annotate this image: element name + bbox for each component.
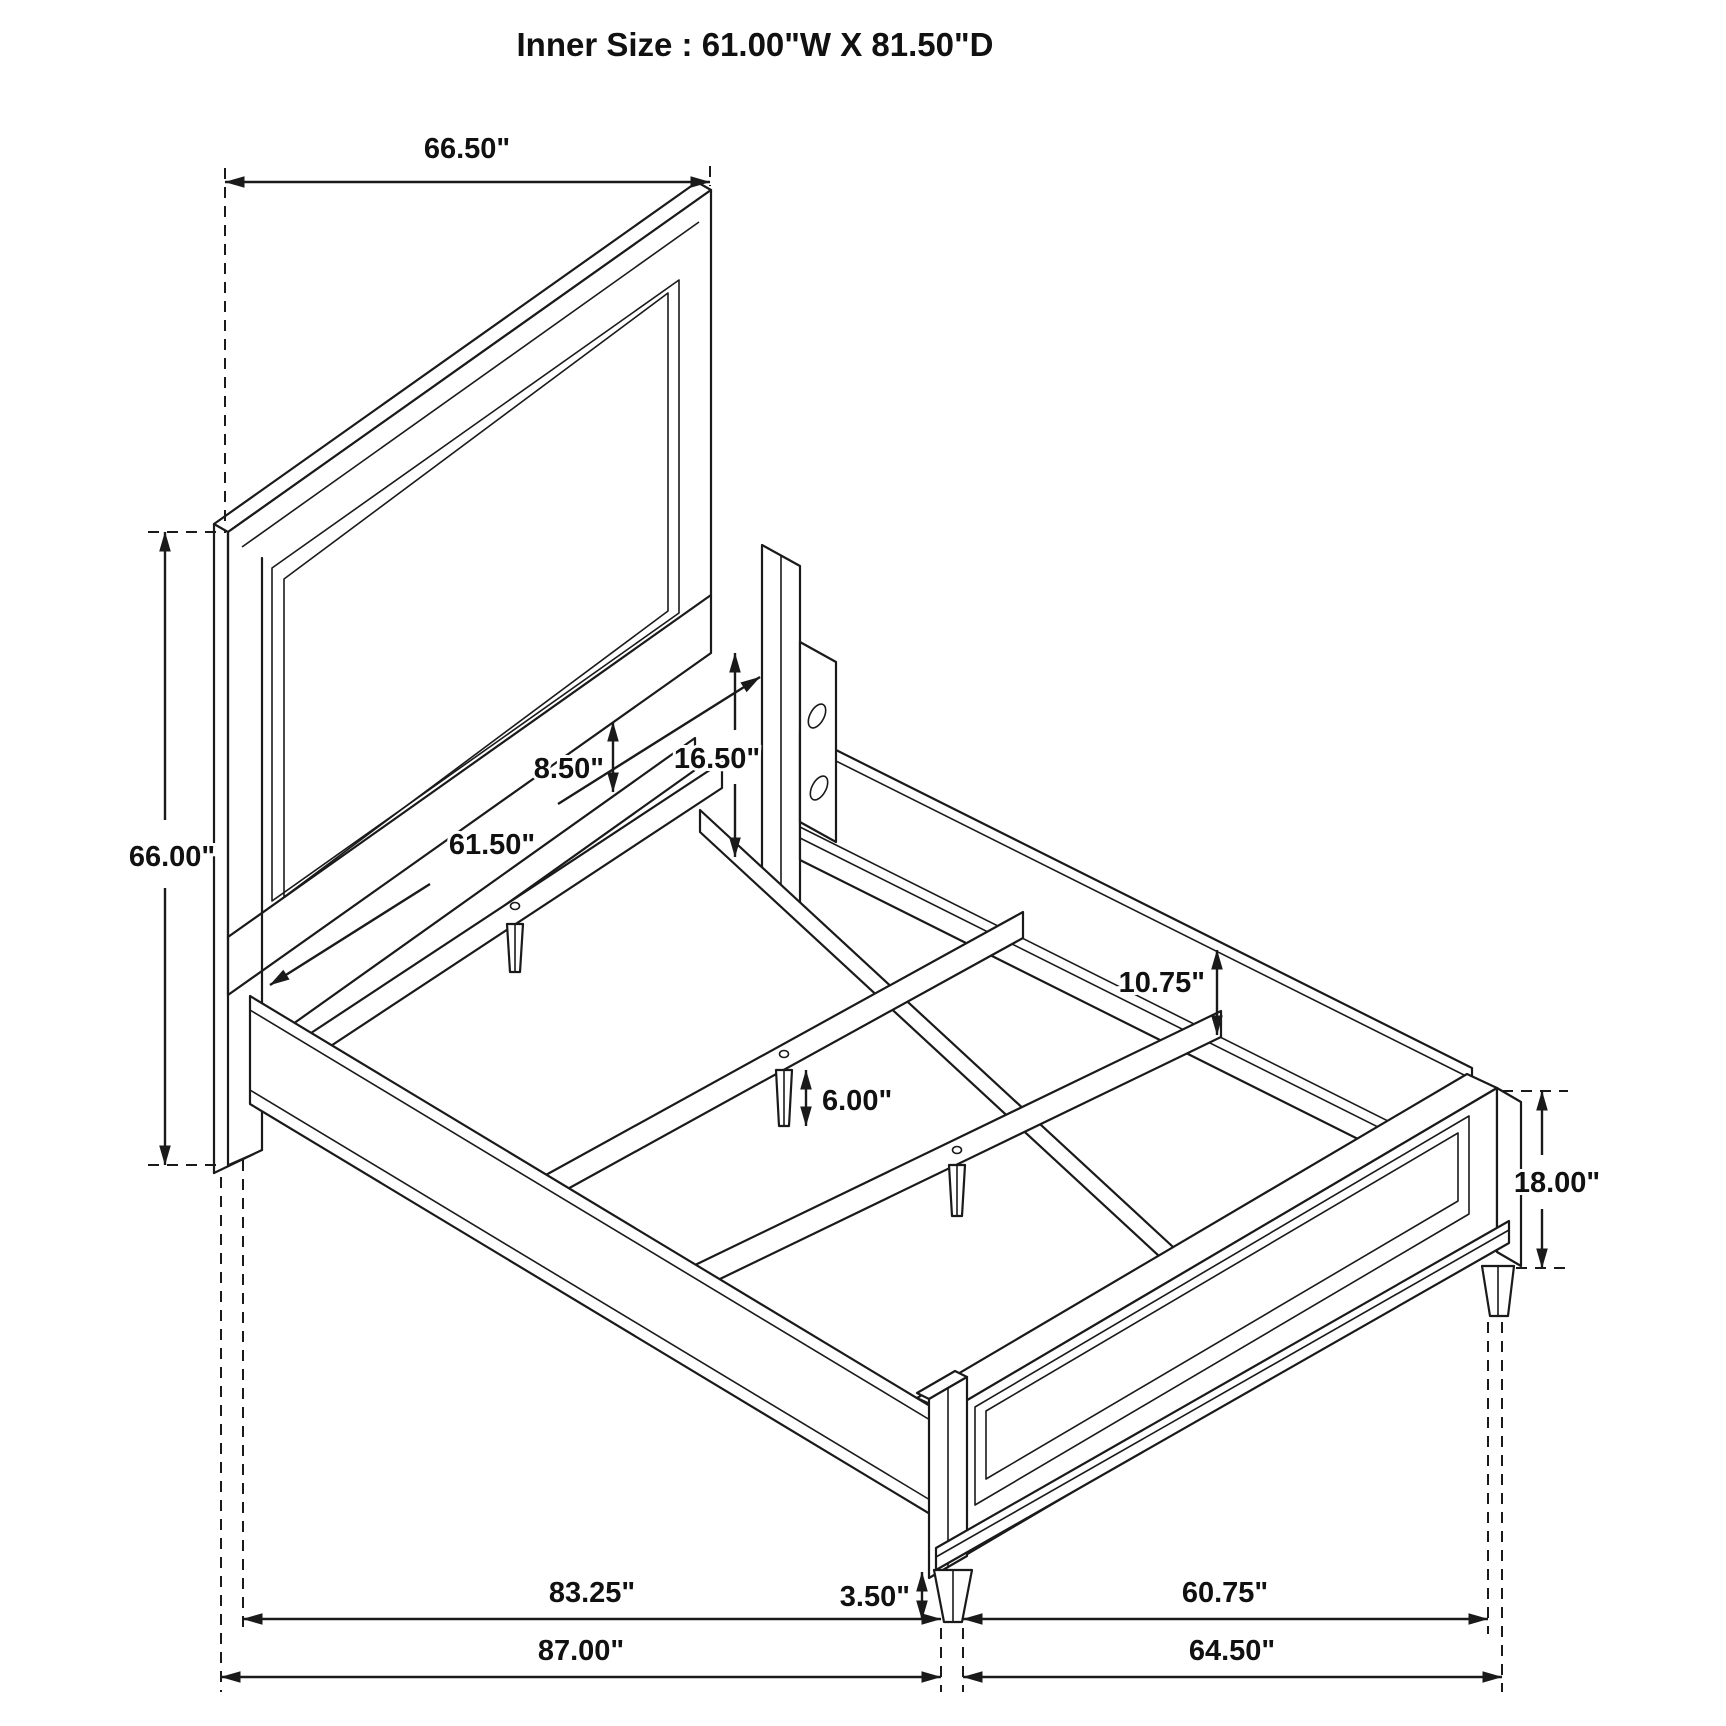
- rail-bracket: [800, 642, 836, 842]
- diagram-title: Inner Size : 61.00"W X 81.50"D: [516, 26, 994, 63]
- dim-foot-leg-height: 3.50": [839, 1581, 910, 1613]
- left-side-rail: [250, 996, 940, 1520]
- dim-headboard-inner-width: 61.50": [448, 829, 536, 861]
- dim-footboard-height: 18.00": [1513, 1167, 1601, 1199]
- dim-rail-gap: 8.50": [533, 753, 604, 785]
- dim-side-rail-height: 10.75": [1118, 967, 1205, 999]
- dim-footboard-inner-width: 60.75": [1181, 1577, 1269, 1609]
- dim-frame-length: 83.25": [548, 1577, 636, 1609]
- dim-footboard-width: 64.50": [1188, 1635, 1276, 1667]
- right-side-rail: [800, 732, 1472, 1196]
- dim-headboard-height: 66.00": [128, 841, 216, 873]
- dim-headboard-width: 66.50": [423, 133, 511, 165]
- dim-slat-leg-height: 6.00": [822, 1085, 893, 1117]
- dim-total-length: 87.00": [537, 1635, 625, 1667]
- footboard: [917, 1074, 1521, 1622]
- dim-under-clearance: 16.50": [673, 743, 761, 775]
- headboard: [214, 182, 800, 1173]
